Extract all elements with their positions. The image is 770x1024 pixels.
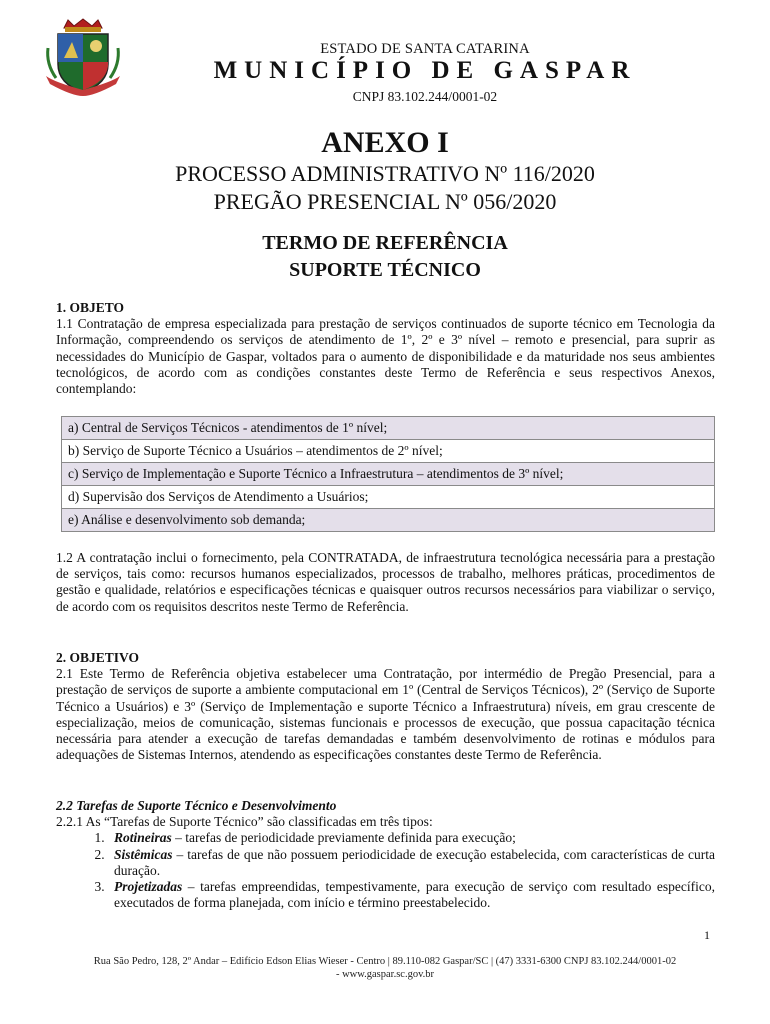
- task-term: Sistêmicas: [114, 846, 173, 862]
- footer-address: Rua São Pedro, 128, 2º Andar – Edifício Edson Elias Wieser - Centro | 89.110-082 Gaspar/SC | (47) 3331-6300 CNPJ 83.102.244/0001-02: [93, 956, 677, 967]
- page-number: 1: [704, 928, 710, 942]
- table-cell: b) Serviço de Suporte Técnico a Usuários – atendimentos de 2º nível;: [62, 440, 715, 463]
- header-municipality: MUNICÍPIO DE GASPAR: [213, 57, 637, 84]
- section-objeto: [56, 300, 715, 397]
- term-title: TERMO DE REFERÊNCIA: [262, 232, 508, 254]
- table-cell: a) Central de Serviços Técnicos - atendimentos de 1º nível;: [62, 417, 715, 440]
- list-item: [108, 847, 715, 879]
- header-cnpj: CNPJ 83.102.244/0001-02: [352, 89, 498, 104]
- paragraph-1-2: 1.2 A contratação inclui o fornecimento, pela CONTRATADA, de infraestrutura tecnológica necessária para a prestação de serviços, tais como: recursos humanos especializados, processos de trabalho, melhores práticas, procedimentos de gestão e qualidade, relatórios e especificações técnicas e quaisquer outros recursos necessários para viabilizar o serviço, de acordo com os requisitos descritos neste Termo de Referência.: [56, 550, 715, 614]
- table-cell: e) Análise e desenvolvimento sob demanda;: [62, 509, 715, 532]
- subject-title: SUPORTE TÉCNICO: [289, 259, 481, 281]
- annex-title: ANEXO I: [321, 126, 449, 159]
- subsection-intro: 2.2.1 As “Tarefas de Suporte Técnico” são classificadas em três tipos:: [56, 814, 433, 830]
- paragraph-2-1: 2.1 Este Termo de Referência objetiva estabelecer uma Contratação, por intermédio de Pregão Presencial, para a prestação de serviços de suporte a ambiente computacional em 1º (Central de Serviços Técnicos), 2º (Serviço de Suporte Técnico a Usuários) e 3º (Serviço de Implementação e suporte Técnico a Infraestrutura) níveis, em grau crescente de especialização, meios de comunicação, sistemas funcionais e processos de execução, que possua capacitação técnica necessária para atender a execução de tarefas demandadas e também desenvolvimento de rotinas e módulos para adequações de Sistemas Internos, atendendo as especificações constantes deste Termo de Referência.: [56, 666, 715, 763]
- section-tarefas: [56, 798, 715, 911]
- list-item: [108, 879, 715, 911]
- pregao-number: PREGÃO PRESENCIAL Nº 056/2020: [213, 189, 557, 214]
- footer-website: - www.gaspar.sc.gov.br: [335, 969, 435, 980]
- table-row: [62, 486, 715, 509]
- table-row: [62, 509, 715, 532]
- task-desc: – tarefas empreendidas, tempestivamente, para execução de serviço com resultado específico, executados de forma planejada, com início e término preestabelecido.: [114, 879, 715, 911]
- table-cell: c) Serviço de Implementação e Suporte Técnico a Infraestrutura – atendimentos de 3º nível;: [62, 463, 715, 486]
- task-term: Projetizadas: [114, 879, 183, 895]
- task-desc: – tarefas de periodicidade previamente definida para execução;: [171, 830, 516, 846]
- paragraph-1-1: 1.1 Contratação de empresa especializada para prestação de serviços continuados de suporte técnico em Tecnologia da Informação, compreendendo os serviços de atendimento de 1º, 2º e 3º nível – remoto e presencial, para suprir as necessidades do Município de Gaspar, voltados para o aumento de disponibilidade e da maturidade nos seus ambientes tecnológicos, de acordo com as condições constantes deste Termo de Referência e seus respectivos Anexos, contemplando:: [56, 316, 715, 397]
- process-number: PROCESSO ADMINISTRATIVO Nº 116/2020: [175, 161, 595, 186]
- subsection-heading: 2.2 Tarefas de Suporte Técnico e Desenvolvimento: [56, 798, 337, 813]
- task-types-list: [56, 830, 715, 911]
- table-row: [62, 417, 715, 440]
- page-footer: [40, 955, 730, 981]
- table-cell: d) Supervisão dos Serviços de Atendimento a Usuários;: [62, 486, 715, 509]
- scope-items-table: [61, 416, 715, 532]
- section-heading: 2. OBJETIVO: [56, 650, 139, 665]
- section-objetivo: [56, 650, 715, 763]
- header-state: ESTADO DE SANTA CATARINA: [320, 41, 530, 57]
- task-term: Rotineiras: [114, 830, 172, 846]
- table-row: [62, 440, 715, 463]
- table-row: [62, 463, 715, 486]
- list-item: [108, 830, 715, 846]
- task-desc: – tarefas de que não possuem periodicidade de execução estabelecida, com características de curta duração.: [114, 846, 715, 878]
- section-heading: 1. OBJETO: [56, 300, 125, 315]
